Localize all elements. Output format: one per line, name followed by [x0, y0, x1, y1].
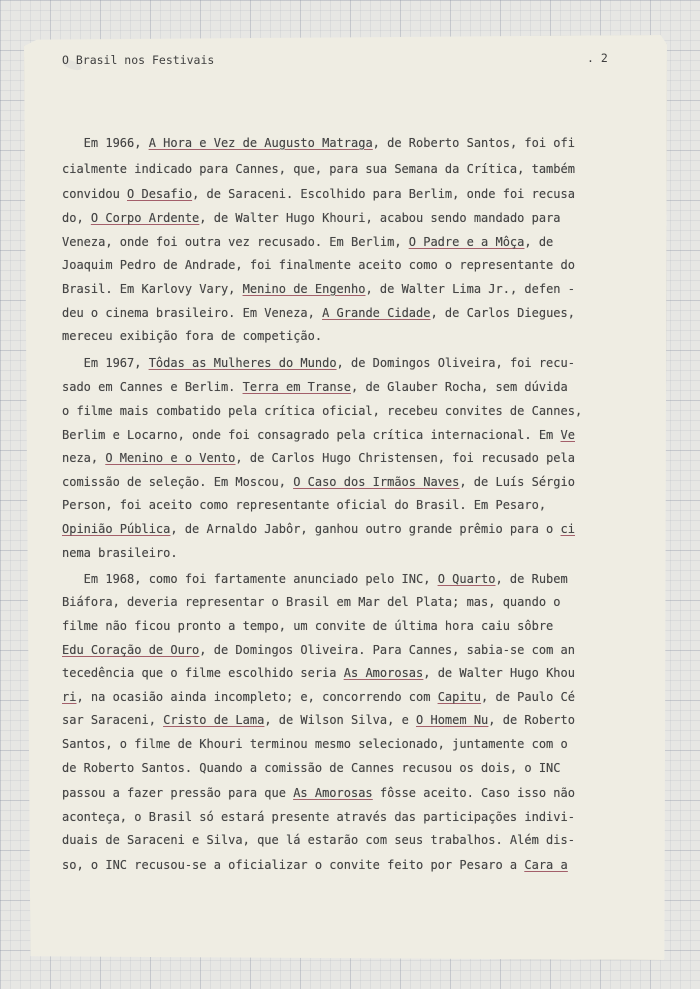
text-line [62, 257, 610, 273]
text-segment: , de Walter Hugo Khouri, acabou sendo mandado para [199, 211, 561, 225]
text-line [62, 135, 610, 151]
text-segment: , de Roberto Santos, foi ofi [372, 136, 575, 150]
text-segment: Em 1968, como foi fartamente anunciado pelo INC, [62, 572, 438, 586]
text-segment: Brasil. Em Karlovy Vary, [62, 282, 243, 296]
underlined-title: Capitu [437, 690, 482, 704]
text-segment: nema brasileiro. [62, 546, 178, 560]
text-segment: Biáfora, deveria representar o Brasil em Mar del Plata; mas, quando o [62, 595, 561, 609]
text-line [62, 594, 610, 610]
text-line [62, 427, 610, 443]
text-segment: , na ocasião ainda incompleto; e, concorrendo com [76, 690, 438, 704]
underlined-title: Opinião Pública [62, 522, 171, 536]
page-number: . 2 [587, 51, 608, 65]
underlined-title: O Desafio [127, 187, 193, 201]
text-segment: , de Walter Hugo Khou [423, 666, 575, 680]
text-segment: , de Saraceni. Escolhido para Berlim, onde foi recusa [192, 187, 575, 201]
underlined-title: ci [560, 522, 575, 536]
underlined-title: Menino de Engenho [242, 282, 366, 296]
text-segment: , de Domingos Oliveira, foi recu- [336, 356, 575, 370]
underlined-title: Cara a [524, 858, 568, 872]
text-line [62, 571, 610, 587]
text-segment: , de Roberto [488, 713, 575, 727]
underlined-title: Edu Coração de Ouro [62, 643, 200, 657]
text-line [62, 809, 610, 825]
text-segment: , de Domingos Oliveira. Para Cannes, sabia-se com an [199, 643, 575, 657]
text-segment: o filme mais combatido pela crítica oficial, recebeu convites de Cannes, [62, 404, 583, 418]
text-segment: Person, foi aceito como representante oficial do Brasil. Em Pesaro, [62, 498, 547, 512]
text-line [62, 186, 610, 202]
text-segment: comissão de seleção. Em Moscou, [62, 475, 294, 489]
text-line [62, 305, 610, 321]
text-segment: , de Wilson Silva, e [264, 713, 417, 727]
text-segment: , de Arnaldo Jabôr, ganhou outro grande prêmio para o [170, 522, 561, 536]
text-line [62, 379, 610, 395]
text-line [62, 281, 610, 297]
underlined-title: As Amorosas [343, 666, 424, 680]
underlined-title: O Padre e a Môça [408, 235, 525, 249]
text-segment: , de Carlos Hugo Christensen, foi recusado pela [235, 451, 575, 465]
underlined-title: ri [62, 690, 77, 704]
text-segment: , de Carlos Diegues, [430, 306, 575, 320]
text-line [62, 234, 610, 250]
text-line [62, 642, 610, 658]
text-line [62, 497, 610, 513]
text-line [62, 474, 610, 490]
text-segment: aconteça, o Brasil só estará presente através das participações indivi- [62, 810, 575, 824]
text-segment: deu o cinema brasileiro. Em Veneza, [62, 306, 323, 320]
text-line [62, 618, 610, 634]
text-segment: passou a fazer pressão para que [62, 786, 294, 800]
underlined-title: O Corpo Ardente [90, 211, 200, 225]
underlined-title: Terra em Transe [242, 380, 351, 394]
text-segment: so, o INC recusou-se a oficializar o convite feito por Pesaro a [62, 858, 525, 872]
text-segment: fôsse aceito. Caso isso não [372, 786, 575, 800]
text-segment: sado em Cannes e Berlim. [62, 380, 243, 394]
underlined-title: O Homem Nu [416, 713, 489, 727]
document-heading: O Brasil nos Festivais [62, 53, 215, 67]
text-segment: convidou [62, 187, 128, 201]
text-segment: sar Saraceni, [62, 713, 164, 727]
text-line [62, 521, 610, 537]
text-line [62, 355, 610, 371]
text-line [62, 857, 610, 873]
underlined-title: A Hora e Vez de Augusto Matraga [148, 136, 373, 150]
text-line [62, 328, 610, 344]
text-segment: , de [524, 235, 554, 249]
text-segment: Joaquim Pedro de Andrade, foi finalmente aceito como o representante do [62, 258, 575, 272]
underlined-title: O Menino e o Vento [105, 451, 236, 465]
text-segment: cialmente indicado para Cannes, que, para sua Semana da Crítica, também [62, 162, 575, 176]
text-line [62, 545, 610, 561]
text-segment: de Roberto Santos. Quando a comissão de Cannes recusou os dois, o INC [62, 761, 561, 775]
text-segment: Veneza, onde foi outra vez recusado. Em Berlim, [62, 235, 409, 249]
text-segment: Em 1967, [62, 356, 149, 370]
text-segment: , de Glauber Rocha, sem dúvida [351, 380, 568, 394]
text-segment: , de Walter Lima Jr., defen - [365, 282, 575, 296]
text-segment: filme não ficou pronto a tempo, um convite de última hora caiu sôbre [62, 619, 554, 633]
text-segment: Santos, o filme de Khouri terminou mesmo selecionado, juntamente com o [62, 737, 568, 751]
text-segment: tecedência que o filme escolhido seria [62, 666, 344, 680]
text-segment: Berlim e Locarno, onde foi consagrado pela crítica internacional. Em [62, 428, 561, 442]
text-segment: , de Paulo Cé [481, 690, 575, 704]
text-line [62, 785, 610, 801]
text-line [62, 832, 610, 848]
underlined-title: As Amorosas [293, 786, 373, 800]
text-line [62, 689, 610, 705]
text-line [62, 760, 610, 776]
text-segment: Em 1966, [62, 136, 149, 150]
text-line [62, 450, 610, 466]
text-segment: duais de Saraceni e Silva, que lá estarão com seus trabalhos. Além dis- [62, 833, 575, 847]
text-line [62, 210, 610, 226]
text-segment: mereceu exibição fora de competição. [62, 329, 323, 343]
underlined-title: A Grande Cidade [322, 306, 431, 320]
underlined-title: O Caso dos Irmãos Naves [293, 475, 460, 489]
underlined-title: Ve [560, 428, 575, 442]
text-segment: neza, [62, 451, 106, 465]
underlined-title: O Quarto [437, 572, 496, 586]
underlined-title: Tôdas as Mulheres do Mundo [148, 356, 337, 370]
text-segment: , de Rubem [495, 572, 568, 586]
text-segment: , de Luís Sérgio [459, 475, 575, 489]
text-segment: do, [62, 211, 91, 225]
text-line [62, 712, 610, 728]
text-line [62, 665, 610, 681]
underlined-title: Cristo de Lama [163, 713, 265, 727]
text-line [62, 403, 610, 419]
text-line [62, 736, 610, 752]
text-line [62, 161, 610, 177]
